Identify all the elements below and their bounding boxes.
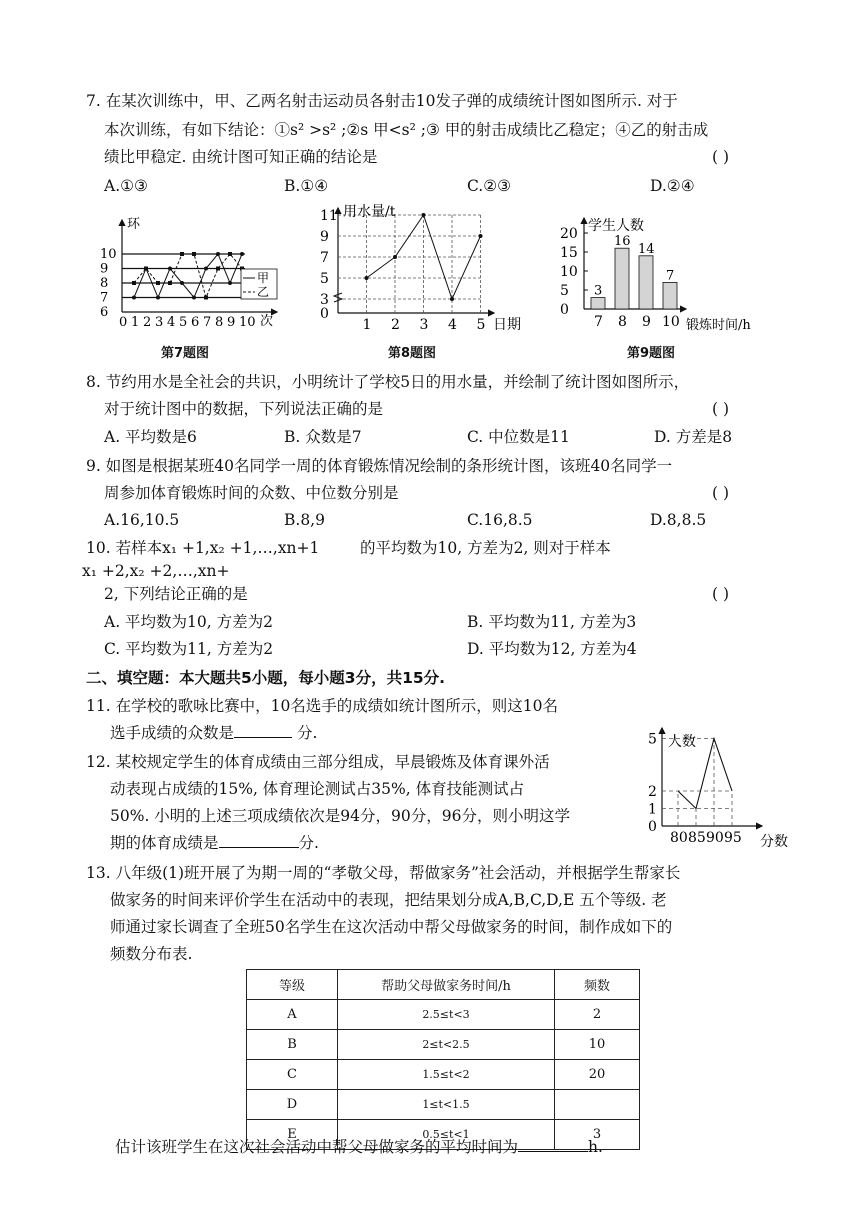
fig7-x-tick: 4	[167, 315, 176, 330]
fig11-chart	[640, 722, 800, 852]
table-cell-frequency: 2	[555, 1000, 640, 1030]
fig8-axis-break	[334, 293, 342, 302]
fig7-x-tick: 0	[119, 315, 128, 330]
fig7-point-jia	[204, 267, 208, 271]
fig8-point	[479, 234, 483, 238]
q9-option-c: C.16,8.5	[467, 511, 533, 529]
fig7-point-jia	[216, 252, 220, 256]
fig11-x-label: 分数	[760, 834, 788, 850]
fig11-y-tick: 2	[648, 784, 657, 800]
fig8-y-tick: 11	[320, 208, 338, 224]
fig8-y-label: 用水量/t	[343, 204, 396, 220]
fig7-chart	[95, 212, 285, 336]
table-header-frequency: 频数	[555, 970, 640, 1000]
q7-option-c: C.②③	[467, 177, 512, 195]
fig11-y-tick: 1	[648, 801, 657, 818]
fig7-x-tick: 3	[155, 315, 164, 330]
q9-line2: 周参加体育锻炼时间的众数、中位数分别是	[104, 484, 399, 502]
q10-option-c: C. 平均数为11, 方差为2	[104, 640, 274, 658]
fig7-legend-yi: 乙	[257, 285, 270, 299]
q10-line1a: 10. 若样本x₁ +1,x₂ +1,…,xn+1	[86, 539, 320, 557]
fig9-y-tick: 5	[560, 283, 569, 299]
fig8-x-tick: 5	[476, 317, 486, 333]
q9-option-a: A.16,10.5	[104, 511, 180, 529]
fig7-x-tick: 7	[203, 315, 212, 330]
fig7-x-tick: 2	[143, 315, 152, 330]
fig9-y-tick: 15	[560, 245, 578, 261]
fig8-y-tick: 0	[320, 306, 329, 322]
fig7-x-tick: 1	[131, 315, 140, 330]
fig7-x-tick: 5	[179, 315, 188, 330]
table-cell-grade: A	[247, 1000, 338, 1030]
fig9-y-label: 学生人数	[588, 218, 644, 234]
fig7-y-tick: 7	[100, 290, 109, 306]
fig8-point	[422, 213, 426, 217]
q7-line1: 7. 在某次训练中，甲、乙两名射击运动员各射击10发子弹的成绩统计图如图所示. 对于	[86, 92, 678, 110]
q10-line3: 2, 下列结论正确的是	[104, 585, 248, 603]
table-row	[247, 1000, 640, 1030]
q13-final-text: 估计该班学生在这次社会活动中帮父母做家务的平均时间为	[115, 1138, 519, 1156]
q13-line2: 做家务的时间来评价学生在活动中的表现，把结果划分成A,B,C,D,E 五个等级. 老	[110, 891, 667, 909]
q7-option-a: A.①③	[104, 177, 148, 195]
fig8-chart	[318, 202, 533, 336]
fig8-x-tick: 4	[448, 317, 457, 333]
q8-line1: 8. 节约用水是全社会的共识，小明统计了学校5日的用水量，并绘制了统计图如图所示，	[86, 373, 690, 391]
fig7-point-yi	[168, 281, 172, 285]
fig9-caption: 第9题图	[627, 346, 676, 361]
q10-line1b: 的平均数为10, 方差为2, 则对于样本	[360, 539, 611, 557]
fig7-caption: 第7题图	[161, 346, 210, 361]
q12-line2: 动表现占成绩的15%, 体育理论测试占35%, 体育技能测试占	[110, 780, 525, 798]
table-row	[247, 1090, 640, 1120]
table-cell-time: 2≤t<2.5	[338, 1030, 555, 1060]
fig7-y-tick: 9	[100, 261, 109, 277]
fig8-y-tick: 3	[320, 292, 329, 308]
fig7-point-yi	[180, 252, 184, 256]
q11-line1: 11. 在学校的歌咏比赛中，10名选手的成绩如统计图所示，则这10名	[86, 697, 559, 715]
q11-line2-unit: 分.	[296, 724, 318, 742]
fig9-x-tick: 9	[642, 314, 651, 330]
fig8-x-tick: 2	[391, 317, 400, 333]
q7-line3: 绩比甲稳定. 由统计图可知正确的结论是	[104, 148, 378, 166]
fig7-x-tick: 10	[239, 315, 256, 330]
fig7-point-yi	[132, 281, 136, 285]
q7-option-d: D.②④	[650, 177, 695, 195]
table-cell-grade: D	[247, 1090, 338, 1120]
fig9-x-tick: 10	[662, 314, 680, 330]
fig7-series-jia	[134, 254, 242, 298]
fig9-bar	[615, 248, 629, 309]
q10-option-b: B. 平均数为11, 方差为3	[467, 613, 637, 631]
q13-line1: 13. 八年级(1)班开展了为期一周的“孝敬父母，帮做家务”社会活动，并根据学生帮家长	[86, 864, 681, 882]
q7-line2: 本次训练，有如下结论：①s² >s² ;②s 甲<s² ;③ 甲的射击成绩比乙稳定；④乙的射击成	[104, 121, 709, 139]
fig7-point-jia	[228, 281, 232, 285]
table-cell-frequency: 20	[555, 1060, 640, 1090]
fig11-x-tick: 85	[688, 830, 706, 846]
q8-option-b: B. 众数是7	[284, 428, 362, 446]
fig9-x-label: 锻炼时间/h	[686, 318, 751, 333]
fig9-bar	[639, 256, 653, 309]
fig8-y-tick: 5	[320, 271, 329, 287]
table-cell-time: 1≤t<1.5	[338, 1090, 555, 1120]
q11-answer-blank[interactable]	[234, 737, 292, 738]
fig9-bar-label: 14	[638, 241, 655, 257]
fig8-x-tick: 1	[362, 317, 372, 333]
table-cell-time: 2.5≤t<3	[338, 1000, 555, 1030]
table-cell-frequency[interactable]	[555, 1090, 640, 1120]
table-cell-time: 0.5≤t<1	[338, 1120, 555, 1150]
q13-line3: 师通过家长调查了全班50名学生在这次活动中帮父母做家务的时间，制作成如下的	[110, 918, 673, 936]
fig11-x-tick: 95	[724, 830, 742, 846]
table-cell-grade: E	[247, 1120, 338, 1150]
q13-answer-blank[interactable]	[518, 1151, 588, 1152]
fig11-y-tick: 0	[648, 819, 657, 835]
fig7-point-jia	[180, 281, 184, 285]
fig11-y-label: 人数	[668, 734, 696, 750]
fig7-point-jia	[156, 296, 160, 300]
fig9-y-tick: 20	[560, 226, 578, 242]
q8-option-a: A. 平均数是6	[104, 428, 197, 446]
fig9-bar	[663, 282, 677, 309]
q12-line3: 50%. 小明的上述三项成绩依次是94分，90分，96分，则小明这学	[110, 807, 570, 825]
fig7-x-label: 次	[260, 314, 274, 329]
table-cell-frequency: 3	[555, 1120, 640, 1150]
table-cell-time: 1.5≤t<2	[338, 1060, 555, 1090]
q12-line4-text: 期的体育成绩是	[110, 834, 219, 852]
fig9-y-tick: 0	[560, 302, 569, 318]
fig7-y-tick: 6	[100, 305, 109, 320]
fig8-point	[393, 255, 397, 259]
fig7-point-jia	[192, 296, 196, 300]
q13-final-unit: h.	[588, 1138, 603, 1156]
section2-title: 二、填空题：本大题共5小题，每小题3分，共15分.	[86, 669, 446, 687]
fig8-point	[365, 276, 369, 280]
table-row	[247, 1030, 640, 1060]
q8-line2: 对于统计图中的数据，下列说法正确的是	[104, 400, 384, 418]
fig7-y-label: 环	[127, 217, 141, 232]
fig9-bar-label: 3	[594, 283, 603, 299]
q12-answer-blank[interactable]	[219, 847, 299, 848]
fig11-x-tick: 90	[706, 830, 724, 846]
fig7-y-tick: 10	[100, 247, 117, 262]
fig7-legend-jia: 甲	[257, 271, 270, 285]
q13-line4: 频数分布表.	[110, 945, 193, 963]
fig8-caption: 第8题图	[388, 346, 437, 361]
q10-option-d: D. 平均数为12, 方差为4	[467, 640, 637, 658]
q8-option-c: C. 中位数是11	[467, 428, 570, 446]
q10-option-a: A. 平均数为10, 方差为2	[104, 613, 273, 631]
fig9-bar-label: 7	[666, 268, 675, 284]
fig7-point-yi	[144, 267, 148, 271]
table-header-row	[247, 970, 640, 1000]
fig7-point-jia	[240, 252, 244, 256]
fig7-x-tick: 8	[215, 315, 224, 330]
fig8-point	[450, 297, 454, 301]
q7-option-b: B.①④	[284, 177, 329, 195]
fig7-point-yi	[204, 296, 208, 300]
q9-line1: 9. 如图是根据某班40名同学一周的体育锻炼情况绘制的条形统计图，该班40名同学一	[86, 457, 673, 475]
q10-answer-paren: ( )	[712, 585, 730, 603]
fig7-x-tick: 9	[227, 315, 236, 330]
frequency-table	[246, 969, 640, 1150]
fig9-x-tick: 8	[618, 314, 627, 330]
q9-answer-paren: ( )	[712, 484, 730, 502]
fig7-point-yi	[228, 252, 232, 256]
table-header-grade: 等级	[247, 970, 338, 1000]
q13-final	[115, 1136, 603, 1158]
q12-line1: 12. 某校规定学生的体育成绩由三部分组成，早晨锻炼及体育课外活	[86, 753, 550, 771]
q7-answer-paren: ( )	[712, 148, 730, 166]
q12-line4	[110, 832, 319, 854]
fig7-point-yi	[156, 281, 160, 285]
fig9-y-tick: 10	[560, 264, 578, 280]
q11-line2-text: 选手成绩的众数是	[110, 724, 235, 742]
fig8-x-tick: 3	[419, 317, 429, 333]
q8-option-d: D. 方差是8	[654, 428, 733, 446]
fig9-x-tick: 7	[594, 314, 603, 330]
fig7-point-yi	[192, 252, 196, 256]
q12-line4-unit: 分.	[298, 834, 319, 852]
q9-option-b: B.8,9	[284, 511, 325, 529]
table-cell-grade: C	[247, 1060, 338, 1090]
fig9-bar-label: 16	[614, 234, 631, 250]
fig7-point-jia	[132, 296, 136, 300]
table-cell-frequency: 10	[555, 1030, 640, 1060]
q9-option-d: D.8,8.5	[650, 511, 707, 529]
fig11-y-tick: 5	[648, 731, 657, 748]
fig7-point-jia	[168, 267, 172, 271]
table-row	[247, 1060, 640, 1090]
q8-answer-paren: ( )	[712, 400, 730, 418]
table-header-time: 帮助父母做家务时间/h	[338, 970, 555, 1000]
table-cell-grade: B	[247, 1030, 338, 1060]
fig8-x-label: 日期	[493, 317, 521, 333]
fig9-bar	[591, 298, 605, 309]
fig7-y-tick: 8	[100, 276, 109, 291]
fig7-x-tick: 6	[191, 315, 200, 330]
fig7-point-yi	[216, 267, 220, 271]
fig8-y-tick: 9	[320, 229, 329, 245]
fig11-x-tick: 80	[670, 830, 688, 846]
fig9-chart	[558, 212, 768, 336]
q11-line2	[110, 722, 317, 744]
fig8-y-tick: 7	[320, 250, 329, 266]
q10-line2: x₁ +2,x₂ +2,…,xn+	[82, 562, 230, 580]
